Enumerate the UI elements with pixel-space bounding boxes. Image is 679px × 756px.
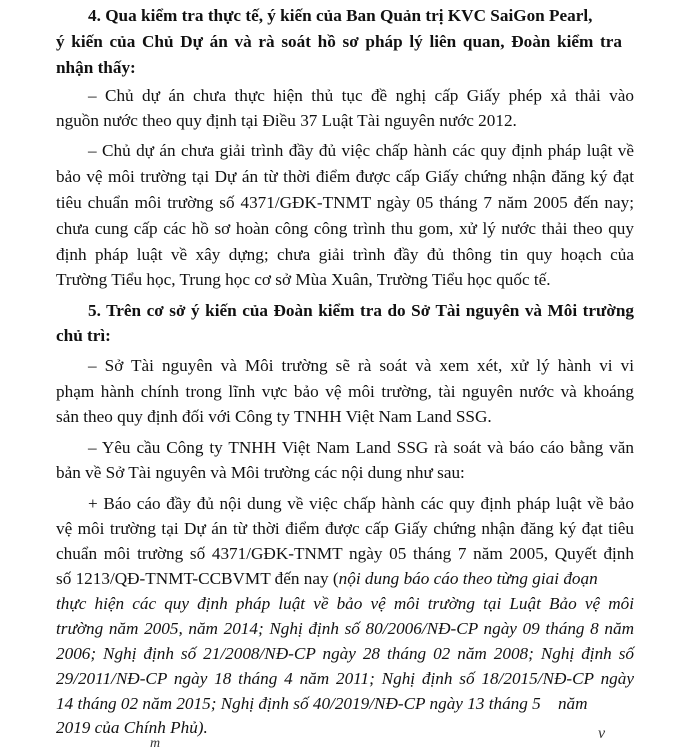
- section5-para3-line3: chuẩn môi trường số 4371/GĐK-TNMT ngày 05 tháng 7 năm 2005, Quyết định: [56, 544, 634, 563]
- section5-para3-line10: 2019 của Chính Phủ).: [56, 718, 208, 737]
- section5-para3-line4: [56, 567, 598, 591]
- section5-para2-line2: bản về Sở Tài nguyên và Môi trường các nội dung như sau:: [56, 463, 465, 482]
- section5-para3-line6: trường năm 2005, năm 2014; Nghị định số 80/2006/NĐ-CP ngày 09 tháng 8 năm: [56, 619, 634, 638]
- section4-heading-line2: ý kiến của Chủ Dự án và rà soát hồ sơ pháp lý liên quan, Đoàn kiểm tra: [56, 32, 622, 51]
- section5-para3-line9: 14 tháng 02 năm 2015; Nghị định số 40/2019/NĐ-CP ngày 13 tháng 5 năm: [56, 694, 588, 713]
- section5-para3-line4-normal: số 1213/QĐ-TNMT-CCBVMT đến nay (: [56, 569, 339, 588]
- section4-para1-line1: – Chủ dự án chưa thực hiện thủ tục đề nghị cấp Giấy phép xả thải vào: [88, 86, 634, 105]
- section4-para2-line1: – Chủ dự án chưa giải trình đầy đủ việc chấp hành các quy định pháp luật về: [88, 141, 634, 160]
- section5-para3-line4-italic: nội dung báo cáo theo từng giai đoạn: [338, 569, 598, 588]
- section5-para1-line3: sản theo quy định đối với Công ty TNHH Việt Nam Land SSG.: [56, 407, 492, 426]
- section5-para3-line5: thực hiện các quy định pháp luật về bảo vệ môi trường tại Luật Bảo vệ môi: [56, 594, 634, 613]
- section5-para3-line7: 2006; Nghị định số 21/2008/NĐ-CP ngày 28 tháng 02 năm 2008; Nghị định số: [56, 644, 634, 663]
- handwritten-initial-inline: m: [150, 736, 161, 751]
- section5-heading-line2: chủ trì:: [56, 326, 111, 345]
- section4-para2-line6: Trường Tiểu học, Trung học cơ sở Mùa Xuân, Trường Tiểu học quốc tế.: [56, 270, 551, 289]
- section4-para2-line4: chưa cung cấp các hồ sơ hoàn công công trình thu gom, xử lý nước thải theo quy: [56, 219, 634, 238]
- section5-heading-line1: 5. Trên cơ sở ý kiến của Đoàn kiểm tra do Sở Tài nguyên và Môi trường: [88, 301, 634, 320]
- section4-para1-line2: nguồn nước theo quy định tại Điều 37 Luật Tài nguyên nước 2012.: [56, 111, 517, 130]
- section5-para2-line1: – Yêu cầu Công ty TNHH Việt Nam Land SSG rà soát và báo cáo bằng văn: [88, 438, 634, 457]
- section5-para1-line1: – Sở Tài nguyên và Môi trường sẽ rà soát và xem xét, xử lý hành vi vi: [88, 356, 634, 375]
- section4-para2-line3: tiêu chuẩn môi trường số 4371/GĐK-TNMT ngày 05 tháng 7 năm 2005 đến nay;: [56, 193, 634, 212]
- section4-heading-line1: 4. Qua kiểm tra thực tế, ý kiến của Ban Quản trị KVC SaiGon Pearl,: [88, 6, 593, 25]
- section4-heading-line3: nhận thấy:: [56, 58, 136, 77]
- handwritten-initial-corner: v: [598, 725, 606, 742]
- section4-para2-line5: định pháp luật về xây dựng; chưa giải trình đầy đủ thông tin quy hoạch của: [56, 245, 634, 264]
- section5-para1-line2: phạm hành chính trong lĩnh vực bảo vệ môi trường, tài nguyên nước và khoáng: [56, 382, 634, 401]
- section5-para3-line8: 29/2011/NĐ-CP ngày 18 tháng 4 năm 2011; Nghị định số 18/2015/NĐ-CP ngày: [56, 669, 634, 688]
- section5-para3-line2: vệ môi trường tại Dự án từ thời điểm được cấp Giấy chứng nhận đăng ký đạt tiêu: [56, 519, 634, 538]
- section4-para2-line2: bảo vệ môi trường tại Dự án từ thời điểm được cấp Giấy chứng nhận đăng ký đạt: [56, 167, 634, 186]
- section5-para3-line1: + Báo cáo đầy đủ nội dung về việc chấp hành các quy định pháp luật về bảo: [88, 494, 634, 513]
